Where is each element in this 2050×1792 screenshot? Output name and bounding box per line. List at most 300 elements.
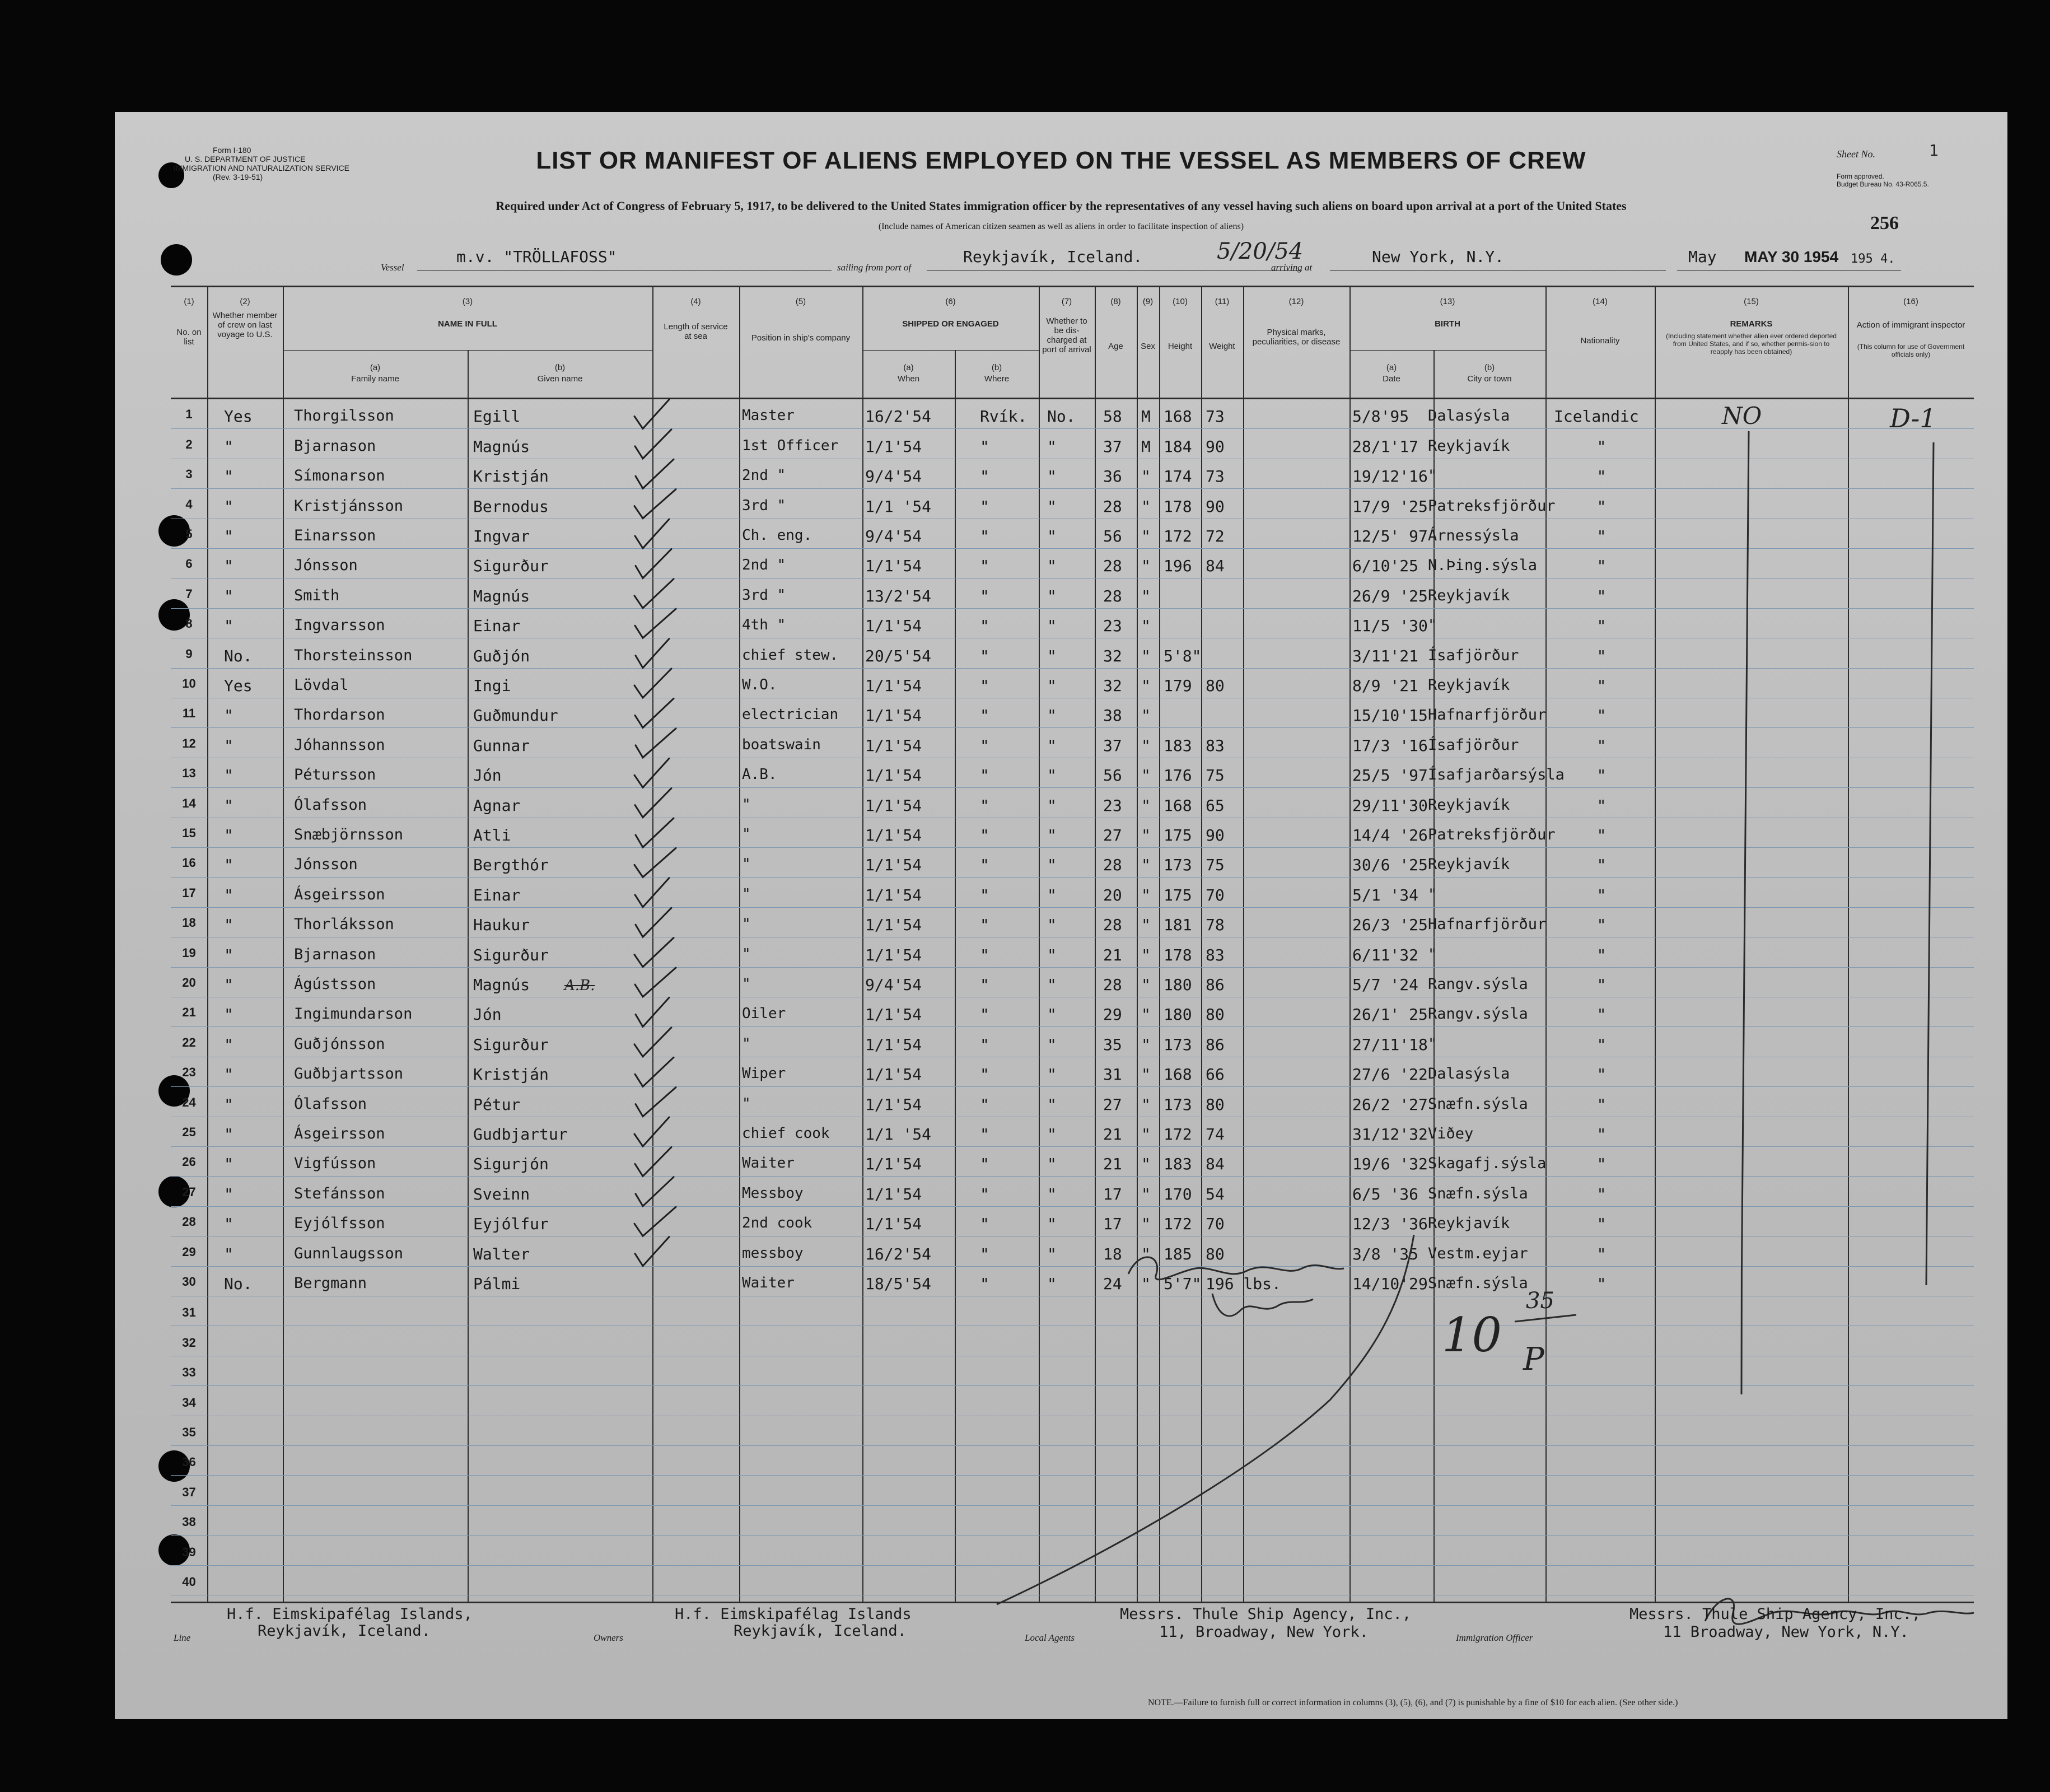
- cell-given: Eyjólfur: [473, 1215, 549, 1234]
- cell-family: Ingvarsson: [294, 617, 385, 634]
- cell-prev: ": [224, 497, 234, 516]
- cell-birth-place: Patreksfjörður: [1428, 497, 1556, 515]
- cell-birth-place: Reykjavík: [1428, 1215, 1510, 1233]
- cell-nationality: ": [1596, 1244, 1607, 1263]
- row-number: 32: [182, 1335, 196, 1350]
- cell-discharge: ": [1047, 796, 1057, 815]
- cell-weight: 75: [1206, 856, 1225, 875]
- cell-given: Bergthór: [473, 856, 549, 875]
- header-member-last-voyage: Whether member of crew on last voyage to U.S.: [212, 311, 278, 339]
- cell-birth-date: 5/1 '34: [1352, 885, 1419, 904]
- cell-birth-date: 31/12'32: [1352, 1125, 1428, 1144]
- cell-given: Guðjón: [473, 646, 530, 665]
- cell-age: 36: [1103, 467, 1122, 486]
- cell-when: 9/4'54: [865, 976, 922, 994]
- cell-weight: 84: [1206, 557, 1225, 576]
- cell-family: Lövdal: [294, 676, 349, 694]
- cell-where: ": [980, 1035, 989, 1054]
- cell-no: 7: [185, 586, 193, 601]
- cell-when: 1/1'54: [865, 1184, 922, 1203]
- cell-prev: ": [224, 527, 234, 545]
- cell-when: 1/1'54: [865, 1005, 922, 1024]
- cell-where: ": [980, 1155, 989, 1174]
- cell-where: ": [980, 1184, 989, 1203]
- cell-prev: ": [224, 1005, 234, 1024]
- agents-name-1: Messrs. Thule Ship Agency, Inc.,: [1120, 1606, 1412, 1623]
- cell-where: ": [980, 976, 989, 994]
- cell-no: 8: [185, 617, 193, 631]
- serial-number: 256: [1870, 213, 1899, 234]
- cell-where: ": [980, 1125, 989, 1144]
- cell-discharge: ": [1047, 586, 1057, 605]
- remarks-no: NO: [1722, 402, 1762, 430]
- cell-family: Einarsson: [294, 527, 376, 544]
- cell-nationality: ": [1596, 885, 1607, 904]
- cell-position: ": [742, 976, 751, 992]
- cell-where: Rvík.: [980, 407, 1028, 426]
- name-in-full-label: NAME IN FULL: [438, 319, 497, 329]
- cell-height: 180: [1164, 976, 1192, 994]
- cell-weight: 84: [1206, 1155, 1225, 1174]
- cell-when: 1/1'54: [865, 736, 922, 755]
- remarks-ditto-line: [1741, 431, 1749, 1394]
- check-mark: [634, 489, 676, 519]
- cell-prev: ": [224, 736, 234, 755]
- cell-age: 35: [1103, 1035, 1122, 1054]
- cell-where: ": [980, 826, 989, 844]
- header-age: Age: [1108, 342, 1123, 351]
- cell-discharge: ": [1047, 467, 1057, 486]
- cell-given: Agnar: [473, 796, 521, 815]
- cell-position: A.B.: [742, 766, 777, 783]
- check-mark: [636, 1177, 674, 1206]
- sheet-label: Sheet No.: [1837, 148, 1875, 160]
- form-number: Form I-180: [213, 146, 251, 155]
- cell-sex: ": [1141, 586, 1151, 605]
- cell-height: 174: [1164, 467, 1192, 486]
- cell-when: 1/1'54: [865, 437, 922, 456]
- fee-number: 10: [1442, 1308, 1502, 1362]
- cell-age: 27: [1103, 1095, 1122, 1114]
- cell-nationality: ": [1596, 945, 1607, 964]
- cell-weight: 83: [1206, 736, 1225, 755]
- cell-prev: ": [224, 826, 234, 844]
- cell-given: Jón: [473, 1005, 502, 1024]
- check-mark: [635, 698, 674, 727]
- row-number: 37: [182, 1485, 196, 1499]
- cell-nationality: ": [1596, 1125, 1607, 1144]
- cell-when: 1/1'54: [865, 1215, 922, 1234]
- cell-family: Bjarnason: [294, 945, 376, 963]
- cell-where: ": [980, 885, 989, 904]
- cell-birth-place: Rangv.sýsla: [1428, 976, 1528, 993]
- line-name-1: H.f. Eimskipafélag Islands,: [227, 1606, 473, 1623]
- cell-age: 21: [1103, 945, 1122, 964]
- cell-weight: 90: [1206, 437, 1225, 456]
- cell-no: 1: [185, 407, 193, 422]
- cell-position: 4th ": [742, 617, 786, 634]
- cell-nationality: ": [1596, 1184, 1607, 1203]
- cell-prev: ": [224, 586, 234, 605]
- cell-birth-place: Dalasýsla: [1428, 407, 1510, 425]
- vessel-label: Vessel: [381, 262, 404, 273]
- header-given-name: Given name: [537, 374, 583, 384]
- cell-age: 23: [1103, 617, 1122, 636]
- cell-weight: 73: [1206, 467, 1225, 486]
- cell-sex: ": [1141, 1215, 1151, 1234]
- check-mark: [635, 968, 676, 997]
- officer-name-2: 11 Broadway, New York, N.Y.: [1663, 1623, 1909, 1641]
- row-number: 39: [182, 1544, 196, 1559]
- footer-note: NOTE.—Failure to furnish full or correct information in columns (3), (5), (6), and (7) is punishable by a fine of $10 for each alien. (See other side.): [1148, 1698, 1678, 1707]
- cell-no: 20: [182, 976, 196, 990]
- cell-age: 28: [1103, 856, 1122, 875]
- check-mark: [635, 430, 671, 459]
- row-number: 34: [182, 1395, 196, 1410]
- cell-age: 58: [1103, 407, 1122, 426]
- cell-sex: ": [1141, 676, 1151, 695]
- cell-birth-place: Dalasýsla: [1428, 1065, 1510, 1083]
- cell-where: ": [980, 1275, 989, 1293]
- cell-sex: ": [1141, 856, 1151, 875]
- cell-nationality: ": [1596, 586, 1607, 605]
- port-from: Reykjavík, Iceland.: [963, 248, 1143, 266]
- fee-numerator: 35: [1526, 1288, 1554, 1314]
- cell-age: 56: [1103, 766, 1122, 785]
- check-mark: [634, 1117, 669, 1146]
- col-num-8: (8): [1110, 297, 1121, 306]
- cell-birth-date: 27/11'18: [1352, 1035, 1428, 1054]
- cell-given: Walter: [473, 1244, 530, 1263]
- cell-height: 184: [1164, 437, 1192, 456]
- fee-fraction-bar: [1515, 1315, 1576, 1322]
- officer-label: Immigration Officer: [1456, 1632, 1533, 1643]
- header-remarks-note: (Including statement whether alien ever ordered deported from United States, and if so, whether permis-sion to reapply has been obtained): [1666, 332, 1837, 356]
- cell-given: Einar: [473, 617, 521, 636]
- cell-position: chief stew.: [742, 646, 839, 664]
- cell-position: 3rd ": [742, 497, 786, 514]
- cell-family: Símonarson: [294, 467, 385, 485]
- cell-weight: 73: [1206, 407, 1225, 426]
- cell-no: 25: [182, 1125, 196, 1139]
- sailing-label: sailing from port of: [837, 262, 912, 273]
- col-num-7: (7): [1061, 297, 1072, 306]
- cell-where: ": [980, 497, 989, 516]
- cell-given: Sigurður: [473, 945, 549, 964]
- header-position: Position in ship's company: [751, 333, 851, 343]
- cell-birth-date: 3/8 '35: [1352, 1244, 1419, 1263]
- cell-nationality: ": [1596, 676, 1607, 695]
- cell-given: Kristján: [473, 1065, 549, 1084]
- cell-nationality: ": [1596, 557, 1607, 576]
- cell-where: ": [980, 557, 989, 576]
- cell-height: 183: [1164, 736, 1192, 755]
- cell-height: 179: [1164, 676, 1192, 695]
- cell-sex: ": [1141, 1244, 1151, 1263]
- cell-age: 32: [1103, 676, 1122, 695]
- header-discharged: Whether to be dis-charged at port of arrival: [1042, 316, 1091, 354]
- cell-given: Magnús: [473, 437, 530, 456]
- col-num-15: (15): [1744, 297, 1759, 306]
- cell-prev: ": [224, 557, 234, 576]
- cell-weight: 72: [1206, 527, 1225, 545]
- col-num-10: (10): [1173, 297, 1188, 306]
- cell-birth-date: 12/5' 97: [1352, 527, 1428, 545]
- cell-prev: ": [224, 856, 234, 875]
- cell-nationality: ": [1596, 646, 1607, 665]
- header-birth-place: City or town: [1467, 374, 1512, 384]
- cell-discharge: ": [1047, 1184, 1057, 1203]
- cell-given: Egill: [473, 407, 521, 426]
- revision: (Rev. 3-19-51): [213, 172, 263, 181]
- cell-age: 17: [1103, 1184, 1122, 1203]
- approved-text: Form approved.: [1837, 172, 1884, 180]
- cell-birth-date: 29/11'30: [1352, 796, 1428, 815]
- cell-family: Ólafsson: [294, 796, 367, 814]
- cell-birth-place: Skagafj.sýsla: [1428, 1155, 1547, 1173]
- check-mark: [634, 669, 671, 698]
- cell-nationality: ": [1596, 856, 1607, 875]
- cell-when: 13/2'54: [865, 586, 932, 605]
- cell-family: Eyjólfsson: [294, 1215, 385, 1233]
- cell-where: ": [980, 1005, 989, 1024]
- cell-family: Jóhannsson: [294, 736, 385, 754]
- cell-birth-date: 14/10'29: [1352, 1275, 1428, 1293]
- cell-birth-date: 8/9 '21: [1352, 676, 1419, 695]
- cell-where: ": [980, 945, 989, 964]
- check-mark: [636, 818, 674, 847]
- cell-weight: 65: [1206, 796, 1225, 815]
- cell-no: 14: [182, 796, 196, 810]
- cell-discharge: ": [1047, 885, 1057, 904]
- cell-birth-place: Viðey: [1428, 1125, 1474, 1142]
- cell-family: Jónsson: [294, 557, 358, 575]
- cell-weight: 70: [1206, 885, 1225, 904]
- cell-given: Ingi: [473, 676, 511, 695]
- cell-age: 24: [1103, 1275, 1122, 1293]
- owners-name-2: Reykjavík, Iceland.: [734, 1622, 907, 1640]
- cell-no: 24: [182, 1095, 196, 1109]
- cell-birth-date: 17/3 '16: [1352, 736, 1428, 755]
- cell-weight: 54: [1206, 1184, 1225, 1203]
- port-to: New York, N.Y.: [1372, 248, 1505, 266]
- cell-where: ": [980, 467, 989, 486]
- cell-birth-place: Reykjavík: [1428, 437, 1510, 455]
- check-mark: [636, 908, 671, 937]
- cell-prev: ": [224, 1095, 234, 1114]
- header-sex: Sex: [1141, 342, 1155, 351]
- cell-birth-date: 6/11'32: [1352, 945, 1419, 964]
- cell-weight: 80: [1206, 1244, 1225, 1263]
- cell-where: ": [980, 437, 989, 456]
- cell-family: Ingimundarson: [294, 1005, 413, 1023]
- cell-family: Ólafsson: [294, 1095, 367, 1113]
- cell-no: 3: [185, 467, 193, 482]
- cell-given: Einar: [473, 885, 521, 904]
- cell-sex: ": [1141, 766, 1151, 785]
- cell-sex: ": [1141, 706, 1151, 725]
- cell-prev: ": [224, 796, 234, 815]
- cell-family: Thorláksson: [294, 916, 394, 934]
- cell-birth-place: Hafnarfjörður: [1428, 916, 1547, 934]
- cell-family: Bergmann: [294, 1275, 367, 1292]
- cell-no: 19: [182, 945, 196, 960]
- cell-birth-place: Reykjavík: [1428, 856, 1510, 874]
- cell-where: ": [980, 736, 989, 755]
- check-mark: [634, 938, 674, 967]
- cell-birth-place: Snæfn.sýsla: [1428, 1184, 1528, 1202]
- header-weight: Weight: [1209, 342, 1235, 351]
- cell-no: 6: [185, 557, 193, 571]
- cell-height: 168: [1164, 796, 1192, 815]
- cell-birth-place: Vestm.eyjar: [1428, 1244, 1528, 1262]
- row-number: 31: [182, 1305, 196, 1320]
- cell-no: 2: [185, 437, 193, 451]
- cell-birth-date: 30/6 '25: [1352, 856, 1428, 875]
- cell-position: Ch. eng.: [742, 527, 812, 544]
- cell-discharge: No.: [1047, 407, 1076, 426]
- cell-nationality: ": [1596, 467, 1607, 486]
- cell-position: W.O.: [742, 676, 777, 693]
- cell-no: 22: [182, 1035, 196, 1049]
- cell-age: 29: [1103, 1005, 1122, 1024]
- cell-birth-place: Ísafjörður: [1428, 646, 1519, 664]
- cell-prev: Yes: [224, 676, 253, 695]
- cell-discharge: ": [1047, 736, 1057, 755]
- cell-when: 1/1'54: [865, 916, 922, 935]
- cell-age: 20: [1103, 885, 1122, 904]
- cell-discharge: ": [1047, 916, 1057, 935]
- cell-prev: ": [224, 1065, 234, 1084]
- col-num-2: (2): [240, 297, 250, 306]
- cell-sex: ": [1141, 1035, 1151, 1054]
- check-mark: [635, 878, 669, 907]
- cell-when: 1/1'54: [865, 1035, 922, 1054]
- cell-weight: 74: [1206, 1125, 1225, 1144]
- cell-birth-date: 19/6 '32: [1352, 1155, 1428, 1174]
- cell-birth-date: 6/10'25: [1352, 557, 1419, 576]
- cell-no: 28: [182, 1215, 196, 1229]
- date-stamp: MAY 30 1954: [1744, 248, 1839, 265]
- cell-no: 10: [182, 676, 196, 690]
- cell-when: 1/1'54: [865, 796, 922, 815]
- cell-nationality: ": [1596, 1215, 1607, 1234]
- cell-when: 1/1'54: [865, 706, 922, 725]
- cell-given: Haukur: [473, 916, 530, 935]
- header-height: Height: [1168, 342, 1193, 351]
- cell-no: 18: [182, 916, 196, 930]
- agents-name-2: 11, Broadway, New York.: [1159, 1623, 1369, 1641]
- struck-note: A.B.: [564, 977, 595, 994]
- cell-discharge: ": [1047, 1095, 1057, 1114]
- sheet-number: 1: [1929, 141, 1939, 160]
- cell-age: 38: [1103, 706, 1122, 725]
- cell-no: 12: [182, 736, 196, 750]
- cell-birth-date: 14/4 '26: [1352, 826, 1428, 844]
- check-mark: [636, 639, 669, 668]
- cell-where: ": [980, 796, 989, 815]
- check-mark: [636, 1088, 676, 1117]
- cell-where: ": [980, 766, 989, 785]
- cell-where: ": [980, 676, 989, 695]
- cell-sex: ": [1141, 1095, 1151, 1114]
- check-mark: [634, 848, 676, 877]
- service: IMMIGRATION AND NATURALIZATION SERVICE: [174, 164, 349, 172]
- cell-weight: 196 lbs.: [1206, 1275, 1281, 1293]
- cell-discharge: ": [1047, 945, 1057, 964]
- col-num-12: (12): [1288, 297, 1304, 306]
- cell-no: 13: [182, 766, 196, 781]
- arriving-label: arriving at: [1271, 262, 1313, 273]
- vessel-name: m.v. "TRÖLLAFOSS": [456, 248, 617, 266]
- cell-when: 18/5'54: [865, 1275, 932, 1293]
- cell-height: 173: [1164, 856, 1192, 875]
- cell-prev: ": [224, 916, 234, 935]
- cell-nationality: ": [1596, 1035, 1607, 1054]
- cell-sex: M: [1141, 437, 1151, 456]
- cell-when: 1/1'54: [865, 766, 922, 785]
- cell-position: 3rd ": [742, 586, 786, 604]
- cell-where: ": [980, 856, 989, 875]
- department: U. S. DEPARTMENT OF JUSTICE: [185, 155, 306, 164]
- check-mark: [635, 1147, 671, 1176]
- cell-position: boatswain: [742, 736, 821, 753]
- cell-prev: ": [224, 1125, 234, 1144]
- cell-weight: 90: [1206, 826, 1225, 844]
- cell-birth-place: Snæfn.sýsla: [1428, 1095, 1528, 1113]
- cell-height: 172: [1164, 527, 1192, 545]
- cell-birth-date: 25/5 '97: [1352, 766, 1428, 785]
- cell-position: 1st Officer: [742, 437, 839, 454]
- page-title: LIST OR MANIFEST OF ALIENS EMPLOYED ON THE VESSEL AS MEMBERS OF CREW: [536, 147, 1586, 174]
- cell-no: 30: [182, 1275, 196, 1289]
- cell-given: Magnús: [473, 976, 530, 994]
- cell-prev: ": [224, 617, 234, 636]
- cell-height: 181: [1164, 916, 1192, 935]
- cell-when: 1/1'54: [865, 826, 922, 844]
- cell-no: 27: [182, 1184, 196, 1199]
- cell-sex: ": [1141, 1184, 1151, 1203]
- cell-nationality: ": [1596, 1095, 1607, 1114]
- fee-denominator: P: [1523, 1341, 1544, 1378]
- birth-label: BIRTH: [1435, 319, 1460, 329]
- cell-nationality: ": [1596, 736, 1607, 755]
- cell-when: 9/4'54: [865, 467, 922, 486]
- cell-given: Gudbjartur: [473, 1125, 568, 1144]
- check-mark: [635, 609, 676, 638]
- agents-label: Local Agents: [1025, 1632, 1075, 1643]
- cell-position: 2nd ": [742, 557, 786, 574]
- manifest-sheet: [115, 112, 2007, 1719]
- cell-birth-place: ": [1428, 885, 1437, 903]
- cell-birth-date: 5/7 '24: [1352, 976, 1419, 994]
- cell-weight: 90: [1206, 497, 1225, 516]
- cell-sex: ": [1141, 1125, 1151, 1144]
- check-mark: [634, 758, 669, 787]
- cell-nationality: ": [1596, 1065, 1607, 1084]
- cell-given: Jón: [473, 766, 502, 785]
- cell-weight: 80: [1206, 676, 1225, 695]
- cell-birth-date: 12/3 '36: [1352, 1215, 1428, 1234]
- cell-family: Pétursson: [294, 766, 376, 784]
- cell-nationality: ": [1596, 766, 1607, 785]
- cell-prev: ": [224, 1035, 234, 1054]
- cell-sex: ": [1141, 1275, 1151, 1293]
- cell-prev: No.: [224, 646, 253, 665]
- header-nationality: Nationality: [1580, 336, 1620, 346]
- cell-sex: M: [1141, 407, 1151, 426]
- cell-height: 178: [1164, 945, 1192, 964]
